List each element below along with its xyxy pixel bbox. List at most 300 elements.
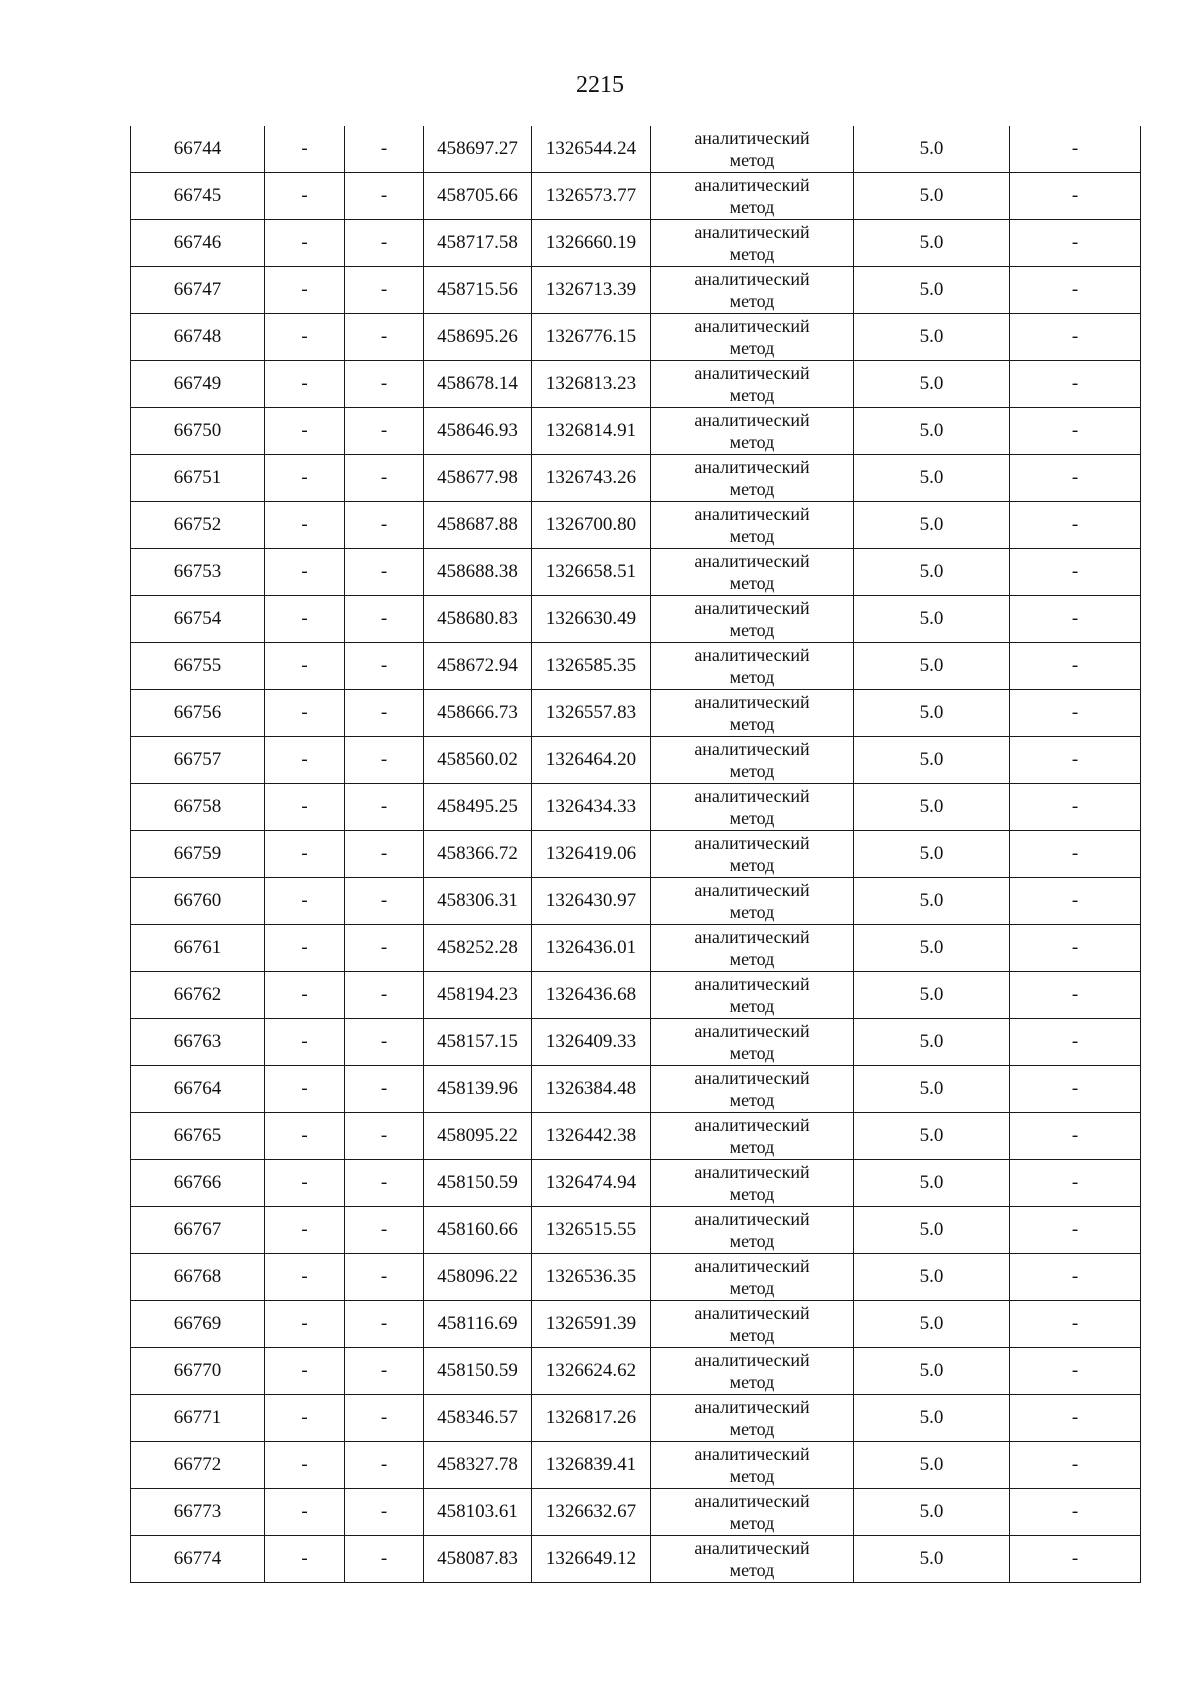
method-text: аналитический метод — [694, 927, 810, 969]
accuracy-cell: 5.0 — [854, 1301, 1010, 1348]
empty-value-cell: - — [345, 972, 424, 1019]
method-text: аналитический метод — [694, 1538, 810, 1580]
method-cell — [651, 502, 854, 549]
empty-value-cell: - — [265, 1207, 345, 1254]
x-coordinate-cell: 458680.83 — [424, 596, 532, 643]
y-coordinate-cell: 1326573.77 — [532, 173, 651, 220]
empty-value-cell: - — [345, 737, 424, 784]
empty-value-cell: - — [265, 126, 345, 173]
method-cell — [651, 737, 854, 784]
x-coordinate-cell: 458160.66 — [424, 1207, 532, 1254]
accuracy-cell: 5.0 — [854, 267, 1010, 314]
accuracy-cell: 5.0 — [854, 972, 1010, 1019]
note-cell: - — [1010, 1019, 1141, 1066]
empty-value-cell: - — [265, 1066, 345, 1113]
method-cell — [651, 1207, 854, 1254]
y-coordinate-cell: 1326649.12 — [532, 1536, 651, 1583]
accuracy-cell: 5.0 — [854, 596, 1010, 643]
empty-value-cell: - — [265, 408, 345, 455]
table-row — [131, 361, 1141, 408]
note-cell: - — [1010, 173, 1141, 220]
table-row — [131, 831, 1141, 878]
x-coordinate-cell: 458095.22 — [424, 1113, 532, 1160]
table-row — [131, 1395, 1141, 1442]
table-row — [131, 173, 1141, 220]
empty-value-cell: - — [345, 173, 424, 220]
accuracy-cell: 5.0 — [854, 1489, 1010, 1536]
point-number-cell: 66754 — [131, 596, 265, 643]
y-coordinate-cell: 1326700.80 — [532, 502, 651, 549]
table-row — [131, 502, 1141, 549]
empty-value-cell: - — [345, 361, 424, 408]
table-row — [131, 1066, 1141, 1113]
empty-value-cell: - — [265, 1019, 345, 1066]
method-cell — [651, 549, 854, 596]
x-coordinate-cell: 458150.59 — [424, 1348, 532, 1395]
point-number-cell: 66757 — [131, 737, 265, 784]
y-coordinate-cell: 1326464.20 — [532, 737, 651, 784]
x-coordinate-cell: 458697.27 — [424, 126, 532, 173]
method-text: аналитический метод — [694, 1162, 810, 1204]
y-coordinate-cell: 1326384.48 — [532, 1066, 651, 1113]
accuracy-cell: 5.0 — [854, 1348, 1010, 1395]
empty-value-cell: - — [265, 549, 345, 596]
table-row — [131, 549, 1141, 596]
note-cell: - — [1010, 1066, 1141, 1113]
accuracy-cell: 5.0 — [854, 925, 1010, 972]
y-coordinate-cell: 1326813.23 — [532, 361, 651, 408]
method-text: аналитический метод — [694, 645, 810, 687]
method-text: аналитический метод — [694, 1256, 810, 1298]
table-row — [131, 784, 1141, 831]
method-cell — [651, 1160, 854, 1207]
point-number-cell: 66768 — [131, 1254, 265, 1301]
y-coordinate-cell: 1326434.33 — [532, 784, 651, 831]
table-row — [131, 220, 1141, 267]
x-coordinate-cell: 458096.22 — [424, 1254, 532, 1301]
x-coordinate-cell: 458194.23 — [424, 972, 532, 1019]
x-coordinate-cell: 458495.25 — [424, 784, 532, 831]
y-coordinate-cell: 1326430.97 — [532, 878, 651, 925]
empty-value-cell: - — [265, 1113, 345, 1160]
empty-value-cell: - — [265, 361, 345, 408]
y-coordinate-cell: 1326632.67 — [532, 1489, 651, 1536]
note-cell: - — [1010, 1348, 1141, 1395]
note-cell: - — [1010, 220, 1141, 267]
point-number-cell: 66748 — [131, 314, 265, 361]
point-number-cell: 66771 — [131, 1395, 265, 1442]
table-row — [131, 314, 1141, 361]
empty-value-cell: - — [345, 784, 424, 831]
y-coordinate-cell: 1326814.91 — [532, 408, 651, 455]
method-text: аналитический метод — [694, 1350, 810, 1392]
accuracy-cell: 5.0 — [854, 737, 1010, 784]
table-body — [131, 126, 1141, 1583]
accuracy-cell: 5.0 — [854, 1066, 1010, 1113]
empty-value-cell: - — [265, 1442, 345, 1489]
empty-value-cell: - — [265, 1254, 345, 1301]
empty-value-cell: - — [265, 1348, 345, 1395]
empty-value-cell: - — [345, 1254, 424, 1301]
method-text: аналитический метод — [694, 316, 810, 358]
method-text: аналитический метод — [694, 1444, 810, 1486]
method-cell — [651, 267, 854, 314]
x-coordinate-cell: 458306.31 — [424, 878, 532, 925]
method-text: аналитический метод — [694, 1115, 810, 1157]
empty-value-cell: - — [265, 1395, 345, 1442]
empty-value-cell: - — [265, 314, 345, 361]
method-cell — [651, 784, 854, 831]
method-cell — [651, 1489, 854, 1536]
method-text: аналитический метод — [694, 1209, 810, 1251]
table-row — [131, 1301, 1141, 1348]
x-coordinate-cell: 458678.14 — [424, 361, 532, 408]
x-coordinate-cell: 458560.02 — [424, 737, 532, 784]
accuracy-cell: 5.0 — [854, 1160, 1010, 1207]
empty-value-cell: - — [345, 408, 424, 455]
y-coordinate-cell: 1326536.35 — [532, 1254, 651, 1301]
note-cell: - — [1010, 1536, 1141, 1583]
point-number-cell: 66744 — [131, 126, 265, 173]
method-text: аналитический метод — [694, 974, 810, 1016]
empty-value-cell: - — [345, 690, 424, 737]
method-cell — [651, 1254, 854, 1301]
page-number: 2215 — [576, 72, 624, 98]
empty-value-cell: - — [345, 314, 424, 361]
empty-value-cell: - — [345, 878, 424, 925]
method-cell — [651, 173, 854, 220]
x-coordinate-cell: 458715.56 — [424, 267, 532, 314]
empty-value-cell: - — [345, 502, 424, 549]
method-cell — [651, 690, 854, 737]
method-text: аналитический метод — [694, 363, 810, 405]
point-number-cell: 66770 — [131, 1348, 265, 1395]
method-text: аналитический метод — [694, 222, 810, 264]
y-coordinate-cell: 1326585.35 — [532, 643, 651, 690]
table-row — [131, 455, 1141, 502]
y-coordinate-cell: 1326544.24 — [532, 126, 651, 173]
point-number-cell: 66753 — [131, 549, 265, 596]
note-cell: - — [1010, 596, 1141, 643]
accuracy-cell: 5.0 — [854, 1254, 1010, 1301]
method-text: аналитический метод — [694, 786, 810, 828]
empty-value-cell: - — [345, 549, 424, 596]
table-row — [131, 1536, 1141, 1583]
accuracy-cell: 5.0 — [854, 314, 1010, 361]
accuracy-cell: 5.0 — [854, 173, 1010, 220]
note-cell: - — [1010, 549, 1141, 596]
empty-value-cell: - — [345, 596, 424, 643]
point-number-cell: 66773 — [131, 1489, 265, 1536]
y-coordinate-cell: 1326419.06 — [532, 831, 651, 878]
y-coordinate-cell: 1326442.38 — [532, 1113, 651, 1160]
x-coordinate-cell: 458139.96 — [424, 1066, 532, 1113]
empty-value-cell: - — [345, 1019, 424, 1066]
method-cell — [651, 1019, 854, 1066]
empty-value-cell: - — [345, 831, 424, 878]
table-row — [131, 690, 1141, 737]
empty-value-cell: - — [265, 878, 345, 925]
point-number-cell: 66763 — [131, 1019, 265, 1066]
method-text: аналитический метод — [694, 1068, 810, 1110]
method-text: аналитический метод — [694, 128, 810, 170]
note-cell: - — [1010, 502, 1141, 549]
table-row — [131, 643, 1141, 690]
accuracy-cell: 5.0 — [854, 1207, 1010, 1254]
note-cell: - — [1010, 690, 1141, 737]
x-coordinate-cell: 458687.88 — [424, 502, 532, 549]
method-text: аналитический метод — [694, 1303, 810, 1345]
accuracy-cell: 5.0 — [854, 1113, 1010, 1160]
method-cell — [651, 408, 854, 455]
note-cell: - — [1010, 1254, 1141, 1301]
empty-value-cell: - — [265, 1536, 345, 1583]
table-row — [131, 267, 1141, 314]
y-coordinate-cell: 1326660.19 — [532, 220, 651, 267]
method-cell — [651, 1066, 854, 1113]
point-number-cell: 66751 — [131, 455, 265, 502]
empty-value-cell: - — [265, 173, 345, 220]
method-cell — [651, 596, 854, 643]
x-coordinate-cell: 458705.66 — [424, 173, 532, 220]
empty-value-cell: - — [345, 455, 424, 502]
x-coordinate-cell: 458688.38 — [424, 549, 532, 596]
accuracy-cell: 5.0 — [854, 126, 1010, 173]
empty-value-cell: - — [265, 455, 345, 502]
point-number-cell: 66774 — [131, 1536, 265, 1583]
method-cell — [651, 455, 854, 502]
note-cell: - — [1010, 925, 1141, 972]
coordinates-table — [130, 126, 1141, 1583]
table-row — [131, 1160, 1141, 1207]
method-text: аналитический метод — [694, 175, 810, 217]
empty-value-cell: - — [265, 643, 345, 690]
y-coordinate-cell: 1326436.68 — [532, 972, 651, 1019]
note-cell: - — [1010, 1160, 1141, 1207]
y-coordinate-cell: 1326658.51 — [532, 549, 651, 596]
accuracy-cell: 5.0 — [854, 831, 1010, 878]
point-number-cell: 66755 — [131, 643, 265, 690]
method-text: аналитический метод — [694, 739, 810, 781]
table-row — [131, 1442, 1141, 1489]
table-row — [131, 878, 1141, 925]
empty-value-cell: - — [345, 1301, 424, 1348]
y-coordinate-cell: 1326776.15 — [532, 314, 651, 361]
y-coordinate-cell: 1326630.49 — [532, 596, 651, 643]
empty-value-cell: - — [345, 1348, 424, 1395]
empty-value-cell: - — [265, 784, 345, 831]
x-coordinate-cell: 458252.28 — [424, 925, 532, 972]
note-cell: - — [1010, 784, 1141, 831]
point-number-cell: 66767 — [131, 1207, 265, 1254]
note-cell: - — [1010, 455, 1141, 502]
table-row — [131, 1113, 1141, 1160]
point-number-cell: 66747 — [131, 267, 265, 314]
point-number-cell: 66759 — [131, 831, 265, 878]
note-cell: - — [1010, 737, 1141, 784]
empty-value-cell: - — [265, 1160, 345, 1207]
method-text: аналитический метод — [694, 504, 810, 546]
accuracy-cell: 5.0 — [854, 878, 1010, 925]
note-cell: - — [1010, 126, 1141, 173]
table-row — [131, 737, 1141, 784]
point-number-cell: 66749 — [131, 361, 265, 408]
empty-value-cell: - — [265, 596, 345, 643]
method-text: аналитический метод — [694, 598, 810, 640]
table-row — [131, 126, 1141, 173]
empty-value-cell: - — [345, 1160, 424, 1207]
table-row — [131, 1489, 1141, 1536]
note-cell: - — [1010, 831, 1141, 878]
empty-value-cell: - — [265, 737, 345, 784]
empty-value-cell: - — [265, 502, 345, 549]
x-coordinate-cell: 458672.94 — [424, 643, 532, 690]
x-coordinate-cell: 458087.83 — [424, 1536, 532, 1583]
x-coordinate-cell: 458646.93 — [424, 408, 532, 455]
point-number-cell: 66756 — [131, 690, 265, 737]
note-cell: - — [1010, 408, 1141, 455]
table-row — [131, 1254, 1141, 1301]
method-cell — [651, 831, 854, 878]
empty-value-cell: - — [345, 1207, 424, 1254]
accuracy-cell: 5.0 — [854, 455, 1010, 502]
method-cell — [651, 220, 854, 267]
empty-value-cell: - — [265, 220, 345, 267]
point-number-cell: 66750 — [131, 408, 265, 455]
note-cell: - — [1010, 1442, 1141, 1489]
note-cell: - — [1010, 643, 1141, 690]
empty-value-cell: - — [265, 690, 345, 737]
y-coordinate-cell: 1326557.83 — [532, 690, 651, 737]
note-cell: - — [1010, 972, 1141, 1019]
accuracy-cell: 5.0 — [854, 1395, 1010, 1442]
y-coordinate-cell: 1326624.62 — [532, 1348, 651, 1395]
point-number-cell: 66745 — [131, 173, 265, 220]
y-coordinate-cell: 1326515.55 — [532, 1207, 651, 1254]
method-text: аналитический метод — [694, 833, 810, 875]
accuracy-cell: 5.0 — [854, 1442, 1010, 1489]
method-cell — [651, 314, 854, 361]
empty-value-cell: - — [345, 925, 424, 972]
y-coordinate-cell: 1326817.26 — [532, 1395, 651, 1442]
table-row — [131, 1019, 1141, 1066]
method-cell — [651, 361, 854, 408]
empty-value-cell: - — [345, 1536, 424, 1583]
note-cell: - — [1010, 878, 1141, 925]
point-number-cell: 66765 — [131, 1113, 265, 1160]
empty-value-cell: - — [265, 972, 345, 1019]
empty-value-cell: - — [345, 1442, 424, 1489]
point-number-cell: 66764 — [131, 1066, 265, 1113]
note-cell: - — [1010, 1301, 1141, 1348]
x-coordinate-cell: 458666.73 — [424, 690, 532, 737]
point-number-cell: 66772 — [131, 1442, 265, 1489]
y-coordinate-cell: 1326839.41 — [532, 1442, 651, 1489]
accuracy-cell: 5.0 — [854, 502, 1010, 549]
empty-value-cell: - — [345, 1395, 424, 1442]
point-number-cell: 66762 — [131, 972, 265, 1019]
empty-value-cell: - — [345, 1113, 424, 1160]
table-row — [131, 1348, 1141, 1395]
accuracy-cell: 5.0 — [854, 1019, 1010, 1066]
note-cell: - — [1010, 361, 1141, 408]
x-coordinate-cell: 458677.98 — [424, 455, 532, 502]
point-number-cell: 66766 — [131, 1160, 265, 1207]
x-coordinate-cell: 458116.69 — [424, 1301, 532, 1348]
method-cell — [651, 1536, 854, 1583]
note-cell: - — [1010, 314, 1141, 361]
point-number-cell: 66746 — [131, 220, 265, 267]
y-coordinate-cell: 1326743.26 — [532, 455, 651, 502]
x-coordinate-cell: 458150.59 — [424, 1160, 532, 1207]
empty-value-cell: - — [265, 831, 345, 878]
method-text: аналитический метод — [694, 457, 810, 499]
point-number-cell: 66760 — [131, 878, 265, 925]
note-cell: - — [1010, 1113, 1141, 1160]
method-cell — [651, 1113, 854, 1160]
table-row — [131, 408, 1141, 455]
y-coordinate-cell: 1326713.39 — [532, 267, 651, 314]
empty-value-cell: - — [265, 925, 345, 972]
method-text: аналитический метод — [694, 1397, 810, 1439]
x-coordinate-cell: 458327.78 — [424, 1442, 532, 1489]
table-row — [131, 925, 1141, 972]
empty-value-cell: - — [265, 1301, 345, 1348]
method-text: аналитический метод — [694, 269, 810, 311]
y-coordinate-cell: 1326409.33 — [532, 1019, 651, 1066]
point-number-cell: 66758 — [131, 784, 265, 831]
method-cell — [651, 878, 854, 925]
y-coordinate-cell: 1326474.94 — [532, 1160, 651, 1207]
accuracy-cell: 5.0 — [854, 549, 1010, 596]
point-number-cell: 66761 — [131, 925, 265, 972]
method-cell — [651, 126, 854, 173]
empty-value-cell: - — [345, 220, 424, 267]
note-cell: - — [1010, 267, 1141, 314]
table-row — [131, 596, 1141, 643]
accuracy-cell: 5.0 — [854, 220, 1010, 267]
accuracy-cell: 5.0 — [854, 690, 1010, 737]
table-row — [131, 1207, 1141, 1254]
y-coordinate-cell: 1326436.01 — [532, 925, 651, 972]
empty-value-cell: - — [265, 267, 345, 314]
x-coordinate-cell: 458366.72 — [424, 831, 532, 878]
point-number-cell: 66769 — [131, 1301, 265, 1348]
note-cell: - — [1010, 1489, 1141, 1536]
empty-value-cell: - — [345, 267, 424, 314]
method-text: аналитический метод — [694, 410, 810, 452]
method-cell — [651, 1348, 854, 1395]
y-coordinate-cell: 1326591.39 — [532, 1301, 651, 1348]
table-row — [131, 972, 1141, 1019]
method-text: аналитический метод — [694, 880, 810, 922]
note-cell: - — [1010, 1395, 1141, 1442]
accuracy-cell: 5.0 — [854, 1536, 1010, 1583]
x-coordinate-cell: 458157.15 — [424, 1019, 532, 1066]
note-cell: - — [1010, 1207, 1141, 1254]
empty-value-cell: - — [345, 126, 424, 173]
accuracy-cell: 5.0 — [854, 361, 1010, 408]
method-cell — [651, 643, 854, 690]
empty-value-cell: - — [345, 1066, 424, 1113]
x-coordinate-cell: 458695.26 — [424, 314, 532, 361]
method-cell — [651, 1301, 854, 1348]
method-cell — [651, 1442, 854, 1489]
method-text: аналитический метод — [694, 1491, 810, 1533]
method-cell — [651, 925, 854, 972]
empty-value-cell: - — [345, 1489, 424, 1536]
method-text: аналитический метод — [694, 692, 810, 734]
